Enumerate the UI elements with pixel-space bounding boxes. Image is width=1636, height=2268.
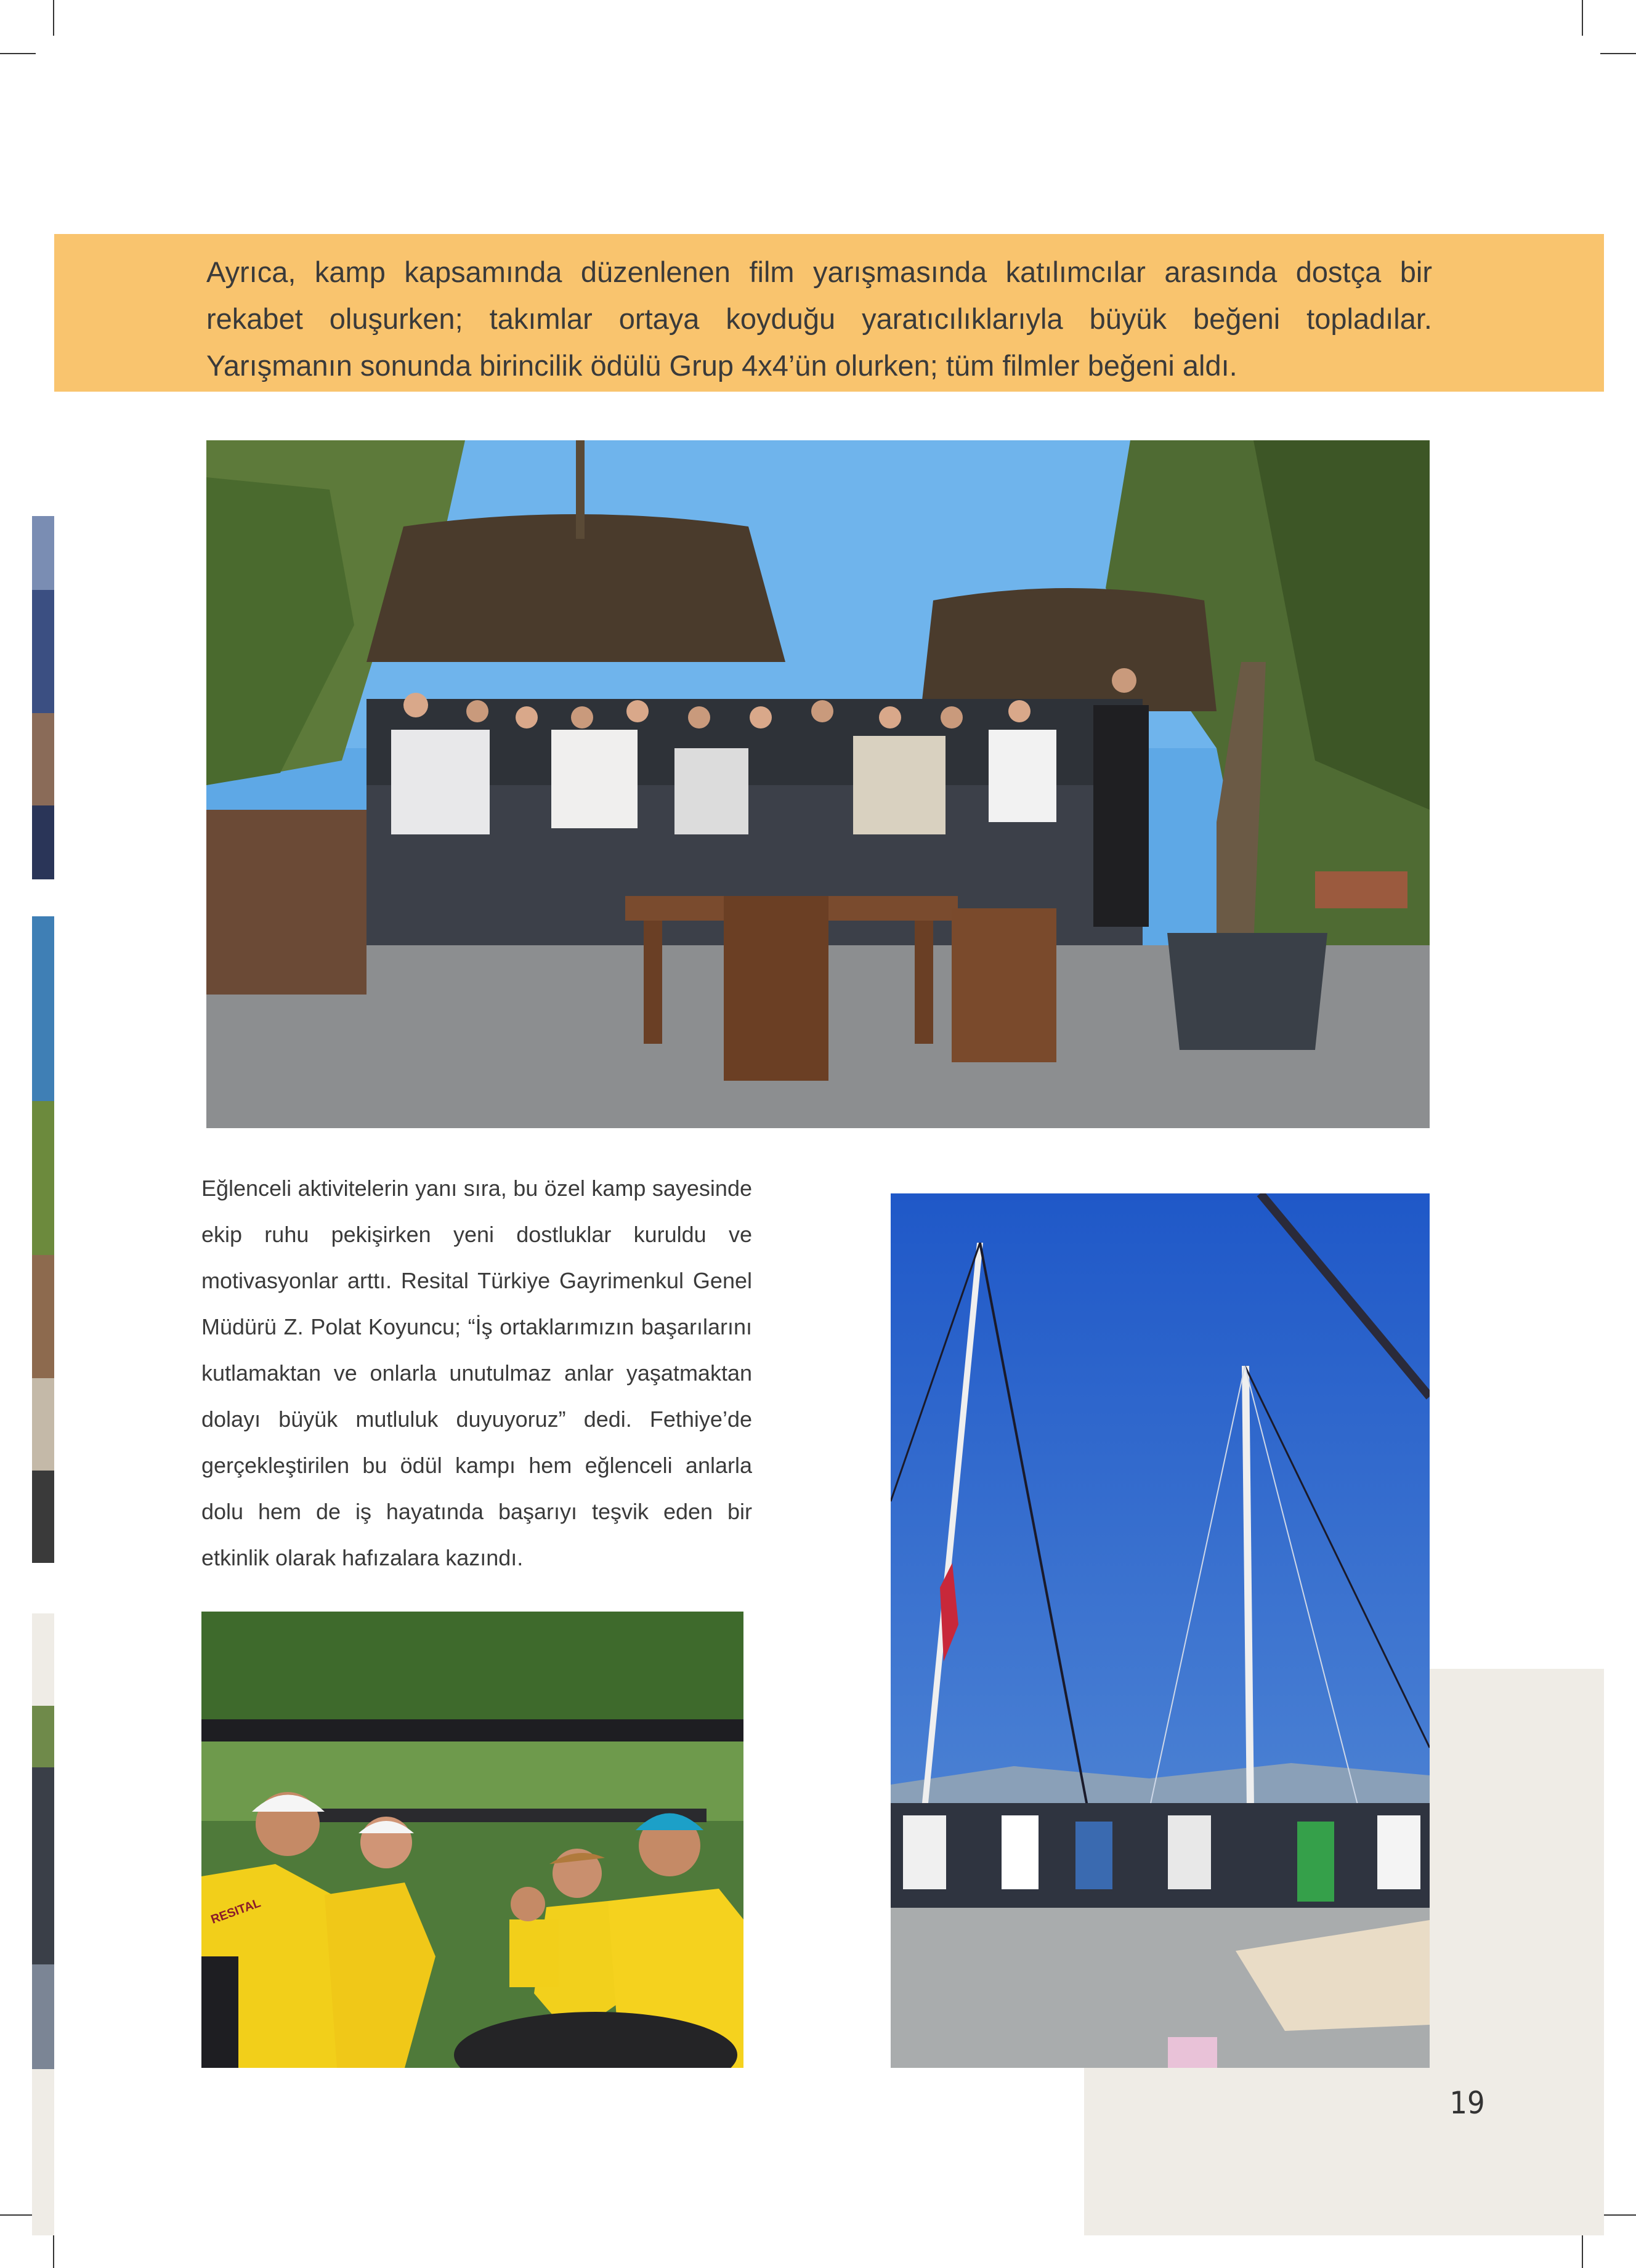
crop-mark-top-right-v [1582, 0, 1583, 36]
callout-paragraph: Ayrıca, kamp kapsamında düzenlenen film yarışmasında katılımcılar arasında dostça bir rekabet oluşurken; takımlar ortaya koyduğu yaratıcılıklarıyla büyük beğeni topladılar. Yarışmanın sonunda birincilik ödülü Grup 4x4’ün olurken; tüm filmler beğeni aldı. [206, 256, 1432, 382]
left-edge-photo-strip-1 [32, 516, 54, 879]
crop-mark-bottom-right-v [1582, 2232, 1583, 2268]
crop-mark-top-left-v [53, 0, 54, 36]
group-photo-gazebo [206, 440, 1430, 1128]
crop-mark-bottom-left-v [53, 2232, 54, 2268]
highlight-callout [54, 234, 1604, 392]
crop-mark-top-right-h [1600, 53, 1636, 54]
crop-mark-bottom-left-h [0, 2214, 36, 2216]
crop-mark-bottom-right-h [1600, 2214, 1636, 2216]
left-edge-photo-strip-3 [32, 1706, 54, 2069]
jeep-safari-photo [201, 1612, 743, 2068]
crop-mark-top-left-h [0, 53, 36, 54]
page-number: 19 [1449, 2085, 1485, 2121]
left-edge-photo-strip-2 [32, 916, 54, 1563]
sailboat-group-photo [891, 1193, 1430, 2068]
shirt-brand-logo: RESITAL [209, 1896, 263, 1927]
body-paragraph: Eğlenceli aktivitelerin yanı sıra, bu özel kamp sayesinde ekip ruhu pekişirken yeni dostluklar kuruldu ve motivasyonlar arttı. Resital Türkiye Gayrimenkul Genel Müdürü Z. Polat Koyuncu; “İş ortaklarımızın başarılarını kutlamaktan ve onlarla unutulmaz anlar yaşatmaktan dolayı büyük mutluluk duyuyoruz” dedi. Fethiye’de gerçekleştirilen bu ödül kampı hem eğlenceli anlarla dolu hem de iş hayatında başarıyı teşvik eden bir etkinlik olarak hafızalara kazındı. [201, 1176, 752, 1570]
